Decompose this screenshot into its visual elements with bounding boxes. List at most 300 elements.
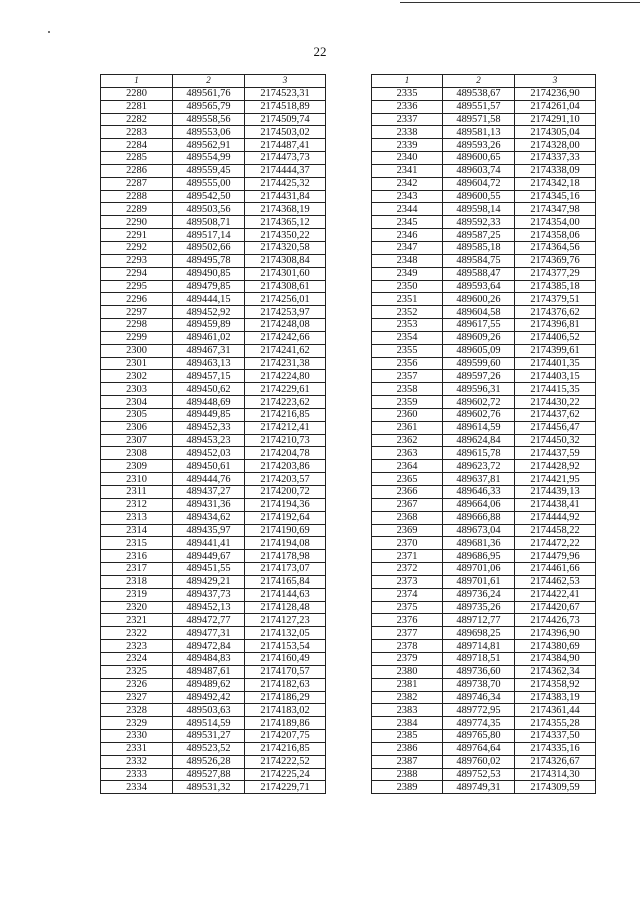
table-row — [372, 293, 596, 306]
point-number-cell: 2341 — [372, 164, 443, 177]
table-row — [101, 704, 326, 717]
coordinates-table-right — [371, 74, 596, 794]
y-coordinate-cell: 2174401,35 — [515, 357, 596, 370]
x-coordinate-cell: 489637,81 — [443, 473, 515, 486]
point-number-cell: 2291 — [101, 229, 173, 242]
table-row — [101, 344, 326, 357]
x-coordinate-cell: 489489,62 — [173, 678, 245, 691]
point-number-cell: 2385 — [372, 730, 443, 743]
table-row — [372, 665, 596, 678]
table-row — [101, 652, 326, 665]
y-coordinate-cell: 2174186,29 — [245, 691, 326, 704]
point-number-cell: 2282 — [101, 113, 173, 126]
table-row — [372, 319, 596, 332]
y-coordinate-cell: 2174207,75 — [245, 730, 326, 743]
point-number-cell: 2280 — [101, 87, 173, 100]
point-number-cell: 2344 — [372, 203, 443, 216]
x-coordinate-cell: 489503,63 — [173, 704, 245, 717]
x-coordinate-cell: 489772,95 — [443, 704, 515, 717]
table-row — [101, 742, 326, 755]
x-coordinate-cell: 489698,25 — [443, 627, 515, 640]
table-row — [372, 640, 596, 653]
x-coordinate-cell: 489686,95 — [443, 550, 515, 563]
table-row — [372, 730, 596, 743]
x-coordinate-cell: 489477,31 — [173, 627, 245, 640]
x-coordinate-cell: 489558,56 — [173, 113, 245, 126]
y-coordinate-cell: 2174190,69 — [245, 524, 326, 537]
point-number-cell: 2287 — [101, 177, 173, 190]
y-coordinate-cell: 2174291,10 — [515, 113, 596, 126]
table-header-row — [372, 75, 596, 88]
x-coordinate-cell: 489502,66 — [173, 241, 245, 254]
x-coordinate-cell: 489681,36 — [443, 537, 515, 550]
table-row — [101, 177, 326, 190]
x-coordinate-cell: 489701,61 — [443, 575, 515, 588]
table-row — [101, 396, 326, 409]
point-number-cell: 2288 — [101, 190, 173, 203]
y-coordinate-cell: 2174350,22 — [245, 229, 326, 242]
table-row — [372, 550, 596, 563]
point-number-cell: 2357 — [372, 370, 443, 383]
x-coordinate-cell: 489554,99 — [173, 152, 245, 165]
y-coordinate-cell: 2174225,24 — [245, 768, 326, 781]
coordinates-table-left — [100, 74, 326, 794]
point-number-cell: 2383 — [372, 704, 443, 717]
y-coordinate-cell: 2174224,80 — [245, 370, 326, 383]
point-number-cell: 2298 — [101, 319, 173, 332]
y-coordinate-cell: 2174379,51 — [515, 293, 596, 306]
x-coordinate-cell: 489452,03 — [173, 447, 245, 460]
y-coordinate-cell: 2174204,78 — [245, 447, 326, 460]
table-row — [372, 652, 596, 665]
point-number-cell: 2314 — [101, 524, 173, 537]
x-coordinate-cell: 489441,41 — [173, 537, 245, 550]
y-coordinate-cell: 2174301,60 — [245, 267, 326, 280]
x-coordinate-cell: 489615,78 — [443, 447, 515, 460]
table-row — [372, 306, 596, 319]
point-number-cell: 2329 — [101, 717, 173, 730]
point-number-cell: 2295 — [101, 280, 173, 293]
table-row — [372, 781, 596, 794]
table-row — [101, 447, 326, 460]
table-row — [372, 254, 596, 267]
table-row — [101, 126, 326, 139]
point-number-cell: 2308 — [101, 447, 173, 460]
point-number-cell: 2374 — [372, 588, 443, 601]
point-number-cell: 2338 — [372, 126, 443, 139]
table-row — [372, 704, 596, 717]
table-row — [372, 152, 596, 165]
point-number-cell: 2332 — [101, 755, 173, 768]
x-coordinate-cell: 489752,53 — [443, 768, 515, 781]
table-row — [101, 640, 326, 653]
y-coordinate-cell: 2174320,58 — [245, 241, 326, 254]
x-coordinate-cell: 489764,64 — [443, 742, 515, 755]
point-number-cell: 2373 — [372, 575, 443, 588]
y-coordinate-cell: 2174253,97 — [245, 306, 326, 319]
y-coordinate-cell: 2174203,57 — [245, 473, 326, 486]
x-coordinate-cell: 489735,26 — [443, 601, 515, 614]
y-coordinate-cell: 2174165,84 — [245, 575, 326, 588]
point-number-cell: 2313 — [101, 511, 173, 524]
table-row — [372, 190, 596, 203]
x-coordinate-cell: 489553,06 — [173, 126, 245, 139]
point-number-cell: 2375 — [372, 601, 443, 614]
table-row — [101, 357, 326, 370]
table-row — [101, 601, 326, 614]
table-row — [372, 383, 596, 396]
point-number-cell: 2340 — [372, 152, 443, 165]
point-number-cell: 2286 — [101, 164, 173, 177]
y-coordinate-cell: 2174438,41 — [515, 498, 596, 511]
y-coordinate-cell: 2174335,16 — [515, 742, 596, 755]
table-row — [372, 498, 596, 511]
table-row — [372, 473, 596, 486]
y-coordinate-cell: 2174426,73 — [515, 614, 596, 627]
table-row — [101, 319, 326, 332]
table-row — [372, 537, 596, 550]
x-coordinate-cell: 489503,56 — [173, 203, 245, 216]
table-row — [101, 216, 326, 229]
point-number-cell: 2321 — [101, 614, 173, 627]
y-coordinate-cell: 2174326,67 — [515, 755, 596, 768]
table-row — [101, 665, 326, 678]
table-row — [101, 627, 326, 640]
table-row — [372, 139, 596, 152]
table-row — [372, 447, 596, 460]
x-coordinate-cell: 489738,70 — [443, 678, 515, 691]
x-coordinate-cell: 489467,31 — [173, 344, 245, 357]
x-coordinate-cell: 489749,31 — [443, 781, 515, 794]
table-row — [101, 293, 326, 306]
header-y-coordinate: 3 — [515, 75, 596, 88]
page-number: 22 — [313, 44, 327, 59]
table-row — [372, 267, 596, 280]
table-row — [101, 139, 326, 152]
table-row — [372, 177, 596, 190]
x-coordinate-cell: 489565,79 — [173, 100, 245, 113]
table-row — [372, 408, 596, 421]
y-coordinate-cell: 2174380,69 — [515, 640, 596, 653]
point-number-cell: 2376 — [372, 614, 443, 627]
y-coordinate-cell: 2174403,15 — [515, 370, 596, 383]
table-row — [372, 434, 596, 447]
table-row — [101, 280, 326, 293]
y-coordinate-cell: 2174479,96 — [515, 550, 596, 563]
x-coordinate-cell: 489584,75 — [443, 254, 515, 267]
point-number-cell: 2323 — [101, 640, 173, 653]
table-row — [101, 781, 326, 794]
x-coordinate-cell: 489624,84 — [443, 434, 515, 447]
point-number-cell: 2337 — [372, 113, 443, 126]
point-number-cell: 2318 — [101, 575, 173, 588]
y-coordinate-cell: 2174354,00 — [515, 216, 596, 229]
scan-speck — [48, 31, 50, 33]
y-coordinate-cell: 2174132,05 — [245, 627, 326, 640]
y-coordinate-cell: 2174406,52 — [515, 331, 596, 344]
x-coordinate-cell: 489593,26 — [443, 139, 515, 152]
point-number-cell: 2327 — [101, 691, 173, 704]
table-row — [101, 730, 326, 743]
y-coordinate-cell: 2174328,00 — [515, 139, 596, 152]
table-row — [101, 164, 326, 177]
table-row — [101, 498, 326, 511]
point-number-cell: 2363 — [372, 447, 443, 460]
y-coordinate-cell: 2174212,41 — [245, 421, 326, 434]
x-coordinate-cell: 489602,76 — [443, 408, 515, 421]
x-coordinate-cell: 489444,15 — [173, 293, 245, 306]
x-coordinate-cell: 489599,60 — [443, 357, 515, 370]
table-row — [101, 575, 326, 588]
table-row — [372, 563, 596, 576]
table-row — [372, 164, 596, 177]
point-number-cell: 2349 — [372, 267, 443, 280]
y-coordinate-cell: 2174170,57 — [245, 665, 326, 678]
y-coordinate-cell: 2174194,08 — [245, 537, 326, 550]
table-row — [101, 524, 326, 537]
y-coordinate-cell: 2174314,30 — [515, 768, 596, 781]
x-coordinate-cell: 489600,65 — [443, 152, 515, 165]
y-coordinate-cell: 2174210,73 — [245, 434, 326, 447]
table-row — [101, 563, 326, 576]
y-coordinate-cell: 2174345,16 — [515, 190, 596, 203]
x-coordinate-cell: 489604,72 — [443, 177, 515, 190]
table-row — [101, 614, 326, 627]
table-row — [101, 254, 326, 267]
y-coordinate-cell: 2174194,36 — [245, 498, 326, 511]
x-coordinate-cell: 489598,14 — [443, 203, 515, 216]
point-number-cell: 2369 — [372, 524, 443, 537]
point-number-cell: 2297 — [101, 306, 173, 319]
x-coordinate-cell: 489596,31 — [443, 383, 515, 396]
y-coordinate-cell: 2174241,62 — [245, 344, 326, 357]
point-number-cell: 2366 — [372, 486, 443, 499]
point-number-cell: 2361 — [372, 421, 443, 434]
y-coordinate-cell: 2174444,37 — [245, 164, 326, 177]
table-row — [101, 691, 326, 704]
x-coordinate-cell: 489592,33 — [443, 216, 515, 229]
table-row — [101, 511, 326, 524]
point-number-cell: 2315 — [101, 537, 173, 550]
x-coordinate-cell: 489453,23 — [173, 434, 245, 447]
point-number-cell: 2289 — [101, 203, 173, 216]
x-coordinate-cell: 489585,18 — [443, 241, 515, 254]
x-coordinate-cell: 489531,27 — [173, 730, 245, 743]
point-number-cell: 2371 — [372, 550, 443, 563]
y-coordinate-cell: 2174385,18 — [515, 280, 596, 293]
point-number-cell: 2309 — [101, 460, 173, 473]
point-number-cell: 2334 — [101, 781, 173, 794]
table-row — [101, 152, 326, 165]
point-number-cell: 2316 — [101, 550, 173, 563]
table-row — [372, 627, 596, 640]
table-row — [372, 396, 596, 409]
table-row — [372, 241, 596, 254]
y-coordinate-cell: 2174178,98 — [245, 550, 326, 563]
table-row — [101, 229, 326, 242]
x-coordinate-cell: 489765,80 — [443, 730, 515, 743]
point-number-cell: 2311 — [101, 486, 173, 499]
point-number-cell: 2380 — [372, 665, 443, 678]
x-coordinate-cell: 489646,33 — [443, 486, 515, 499]
x-coordinate-cell: 489571,58 — [443, 113, 515, 126]
point-number-cell: 2283 — [101, 126, 173, 139]
table-row — [101, 87, 326, 100]
x-coordinate-cell: 489736,24 — [443, 588, 515, 601]
point-number-cell: 2347 — [372, 241, 443, 254]
table-row — [372, 113, 596, 126]
x-coordinate-cell: 489449,67 — [173, 550, 245, 563]
x-coordinate-cell: 489604,58 — [443, 306, 515, 319]
y-coordinate-cell: 2174261,04 — [515, 100, 596, 113]
x-coordinate-cell: 489559,45 — [173, 164, 245, 177]
table-row — [372, 87, 596, 100]
y-coordinate-cell: 2174450,32 — [515, 434, 596, 447]
table-row — [101, 113, 326, 126]
x-coordinate-cell: 489588,47 — [443, 267, 515, 280]
point-number-cell: 2342 — [372, 177, 443, 190]
point-number-cell: 2300 — [101, 344, 173, 357]
y-coordinate-cell: 2174472,22 — [515, 537, 596, 550]
x-coordinate-cell: 489673,04 — [443, 524, 515, 537]
table-row — [101, 267, 326, 280]
table-row — [372, 588, 596, 601]
table-row — [372, 717, 596, 730]
point-number-cell: 2320 — [101, 601, 173, 614]
x-coordinate-cell: 489444,76 — [173, 473, 245, 486]
point-number-cell: 2310 — [101, 473, 173, 486]
x-coordinate-cell: 489526,28 — [173, 755, 245, 768]
x-coordinate-cell: 489450,61 — [173, 460, 245, 473]
table-row — [101, 717, 326, 730]
x-coordinate-cell: 489712,77 — [443, 614, 515, 627]
y-coordinate-cell: 2174365,12 — [245, 216, 326, 229]
table-row — [101, 383, 326, 396]
y-coordinate-cell: 2174439,13 — [515, 486, 596, 499]
table-row — [372, 524, 596, 537]
y-coordinate-cell: 2174422,41 — [515, 588, 596, 601]
point-number-cell: 2346 — [372, 229, 443, 242]
point-number-cell: 2305 — [101, 408, 173, 421]
x-coordinate-cell: 489523,52 — [173, 742, 245, 755]
point-number-cell: 2358 — [372, 383, 443, 396]
x-coordinate-cell: 489431,36 — [173, 498, 245, 511]
x-coordinate-cell: 489517,14 — [173, 229, 245, 242]
table-header-row — [101, 75, 326, 88]
y-coordinate-cell: 2174216,85 — [245, 742, 326, 755]
x-coordinate-cell: 489542,50 — [173, 190, 245, 203]
x-coordinate-cell: 489527,88 — [173, 768, 245, 781]
x-coordinate-cell: 489551,57 — [443, 100, 515, 113]
table-row — [372, 126, 596, 139]
point-number-cell: 2317 — [101, 563, 173, 576]
x-coordinate-cell: 489562,91 — [173, 139, 245, 152]
point-number-cell: 2362 — [372, 434, 443, 447]
y-coordinate-cell: 2174369,76 — [515, 254, 596, 267]
y-coordinate-cell: 2174383,19 — [515, 691, 596, 704]
x-coordinate-cell: 489664,06 — [443, 498, 515, 511]
y-coordinate-cell: 2174431,84 — [245, 190, 326, 203]
point-number-cell: 2333 — [101, 768, 173, 781]
y-coordinate-cell: 2174236,90 — [515, 87, 596, 100]
table-row — [372, 331, 596, 344]
table-row — [372, 229, 596, 242]
y-coordinate-cell: 2174183,02 — [245, 704, 326, 717]
x-coordinate-cell: 489701,06 — [443, 563, 515, 576]
table-row — [101, 537, 326, 550]
point-number-cell: 2367 — [372, 498, 443, 511]
y-coordinate-cell: 2174503,02 — [245, 126, 326, 139]
table-row — [372, 768, 596, 781]
table-row — [101, 768, 326, 781]
point-number-cell: 2292 — [101, 241, 173, 254]
table-row — [372, 511, 596, 524]
point-number-cell: 2302 — [101, 370, 173, 383]
table-row — [372, 678, 596, 691]
x-coordinate-cell: 489495,78 — [173, 254, 245, 267]
table-row — [372, 614, 596, 627]
y-coordinate-cell: 2174420,67 — [515, 601, 596, 614]
y-coordinate-cell: 2174425,32 — [245, 177, 326, 190]
point-number-cell: 2354 — [372, 331, 443, 344]
x-coordinate-cell: 489484,83 — [173, 652, 245, 665]
point-number-cell: 2336 — [372, 100, 443, 113]
point-number-cell: 2359 — [372, 396, 443, 409]
point-number-cell: 2379 — [372, 652, 443, 665]
point-number-cell: 2348 — [372, 254, 443, 267]
point-number-cell: 2285 — [101, 152, 173, 165]
table-row — [372, 755, 596, 768]
y-coordinate-cell: 2174430,22 — [515, 396, 596, 409]
header-y-coordinate: 3 — [245, 75, 326, 88]
table-row — [101, 306, 326, 319]
table-row — [372, 460, 596, 473]
point-number-cell: 2312 — [101, 498, 173, 511]
x-coordinate-cell: 489449,85 — [173, 408, 245, 421]
table-row — [101, 678, 326, 691]
x-coordinate-cell: 489597,26 — [443, 370, 515, 383]
point-number-cell: 2381 — [372, 678, 443, 691]
table-row — [101, 408, 326, 421]
point-number-cell: 2365 — [372, 473, 443, 486]
x-coordinate-cell: 489457,15 — [173, 370, 245, 383]
table-row — [101, 421, 326, 434]
table-row — [101, 241, 326, 254]
table-row — [372, 370, 596, 383]
y-coordinate-cell: 2174309,59 — [515, 781, 596, 794]
header-x-coordinate: 2 — [173, 75, 245, 88]
table-row — [372, 421, 596, 434]
x-coordinate-cell: 489459,89 — [173, 319, 245, 332]
y-coordinate-cell: 2174358,06 — [515, 229, 596, 242]
y-coordinate-cell: 2174216,85 — [245, 408, 326, 421]
y-coordinate-cell: 2174509,74 — [245, 113, 326, 126]
header-point-number: 1 — [101, 75, 173, 88]
x-coordinate-cell: 489450,62 — [173, 383, 245, 396]
x-coordinate-cell: 489746,34 — [443, 691, 515, 704]
table-row — [372, 357, 596, 370]
x-coordinate-cell: 489561,76 — [173, 87, 245, 100]
y-coordinate-cell: 2174473,73 — [245, 152, 326, 165]
point-number-cell: 2368 — [372, 511, 443, 524]
x-coordinate-cell: 489461,02 — [173, 331, 245, 344]
point-number-cell: 2304 — [101, 396, 173, 409]
point-number-cell: 2339 — [372, 139, 443, 152]
table-row — [372, 575, 596, 588]
y-coordinate-cell: 2174229,71 — [245, 781, 326, 794]
x-coordinate-cell: 489452,92 — [173, 306, 245, 319]
y-coordinate-cell: 2174308,61 — [245, 280, 326, 293]
